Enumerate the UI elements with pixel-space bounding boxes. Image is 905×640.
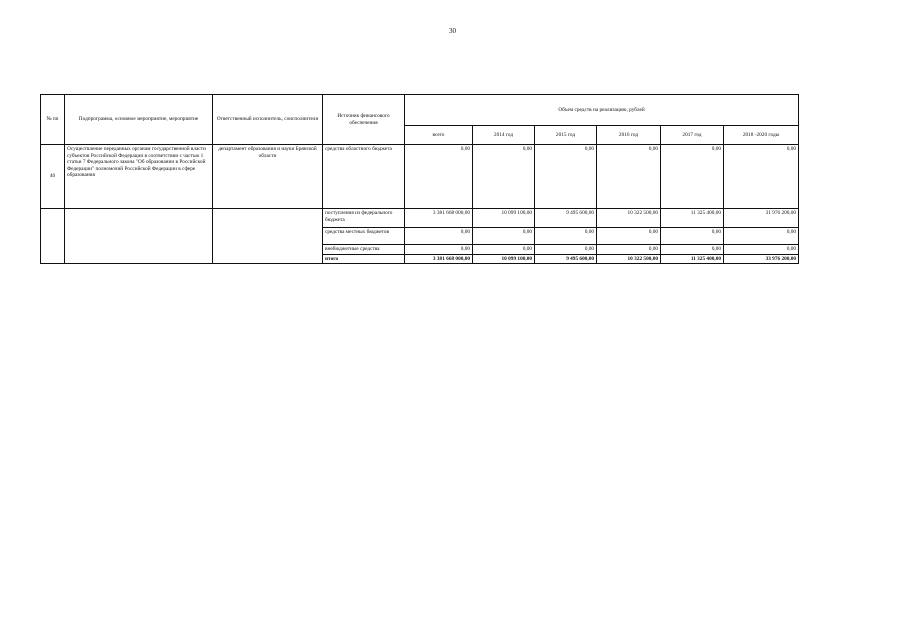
source-cell: средства областного бюджета [323, 145, 405, 209]
value-cell: 0,00 [535, 145, 597, 209]
header-year-2017: 2017 год [661, 126, 724, 145]
financing-table [40, 94, 799, 264]
entry-program: Осуществление переданных органам государственной власти субъектов Российской Федерации в соответствии с частью 1 статьи 7 Федерального закона "Об образовании в Российской Федерации" полномочий Российской Федерации в сфере образования [65, 145, 213, 209]
header-year-2015: 2015 год [535, 126, 597, 145]
header-volume: Объем средств на реализацию, рублей [405, 95, 799, 126]
page-number: 30 [449, 27, 456, 35]
value-cell: 0,00 [724, 245, 799, 255]
value-cell: 0,00 [405, 245, 473, 255]
total-label: итого [323, 254, 405, 264]
total-value-cell: 33 976 200,00 [724, 254, 799, 264]
value-cell: 0,00 [597, 245, 661, 255]
value-cell: 10 322 500,00 [597, 209, 661, 228]
value-cell: 0,00 [405, 228, 473, 245]
value-cell: 0,00 [661, 228, 724, 245]
total-value-cell: 9 495 600,00 [535, 254, 597, 264]
header-year-2018-2020: 2018 -2020 годы [724, 126, 799, 145]
total-value-cell: 3 381 668 000,00 [405, 254, 473, 264]
header-program: Подпрограмма, основное мероприятие, мероприятие [65, 95, 213, 145]
value-cell: 0,00 [724, 228, 799, 245]
header-source: Источник финансового обеспечения [323, 95, 405, 145]
value-cell: 11 325 400,00 [661, 209, 724, 228]
source-cell: средства местных бюджетов [323, 228, 405, 245]
value-cell: 0,00 [661, 145, 724, 209]
value-cell: 0,00 [597, 145, 661, 209]
header-year-2016: 2016 год [597, 126, 661, 145]
table-row [41, 145, 799, 209]
source-cell: внебюджетные средства [323, 245, 405, 255]
value-cell: 0,00 [661, 245, 724, 255]
header-executor: Ответственный исполнитель, соисполнители [213, 95, 323, 145]
total-value-cell: 10 099 100,00 [473, 254, 535, 264]
header-year-total: всего [405, 126, 473, 145]
entry-program-continued [65, 209, 213, 264]
value-cell: 0,00 [473, 228, 535, 245]
header-year-2014: 2014 год [473, 126, 535, 145]
total-value-cell: 11 325 400,00 [661, 254, 724, 264]
source-cell: поступления из федерального бюджета [323, 209, 405, 228]
value-cell: 0,00 [473, 245, 535, 255]
entry-num-continued [41, 209, 65, 264]
value-cell: 0,00 [473, 145, 535, 209]
entry-executor: департамент образования и науки Брянской области [213, 145, 323, 209]
header-row-1 [41, 95, 799, 126]
value-cell: 3 381 668 000,00 [405, 209, 473, 228]
value-cell: 0,00 [724, 145, 799, 209]
value-cell: 31 976 200,00 [724, 209, 799, 228]
total-value-cell: 10 322 500,00 [597, 254, 661, 264]
entry-executor-continued [213, 209, 323, 264]
value-cell: 0,00 [405, 145, 473, 209]
value-cell: 9 495 600,00 [535, 209, 597, 228]
value-cell: 0,00 [535, 245, 597, 255]
entry-num: 40 [41, 145, 65, 209]
value-cell: 10 099 100,00 [473, 209, 535, 228]
table-row [41, 209, 799, 228]
header-num: № пп [41, 95, 65, 145]
value-cell: 0,00 [535, 228, 597, 245]
value-cell: 0,00 [597, 228, 661, 245]
